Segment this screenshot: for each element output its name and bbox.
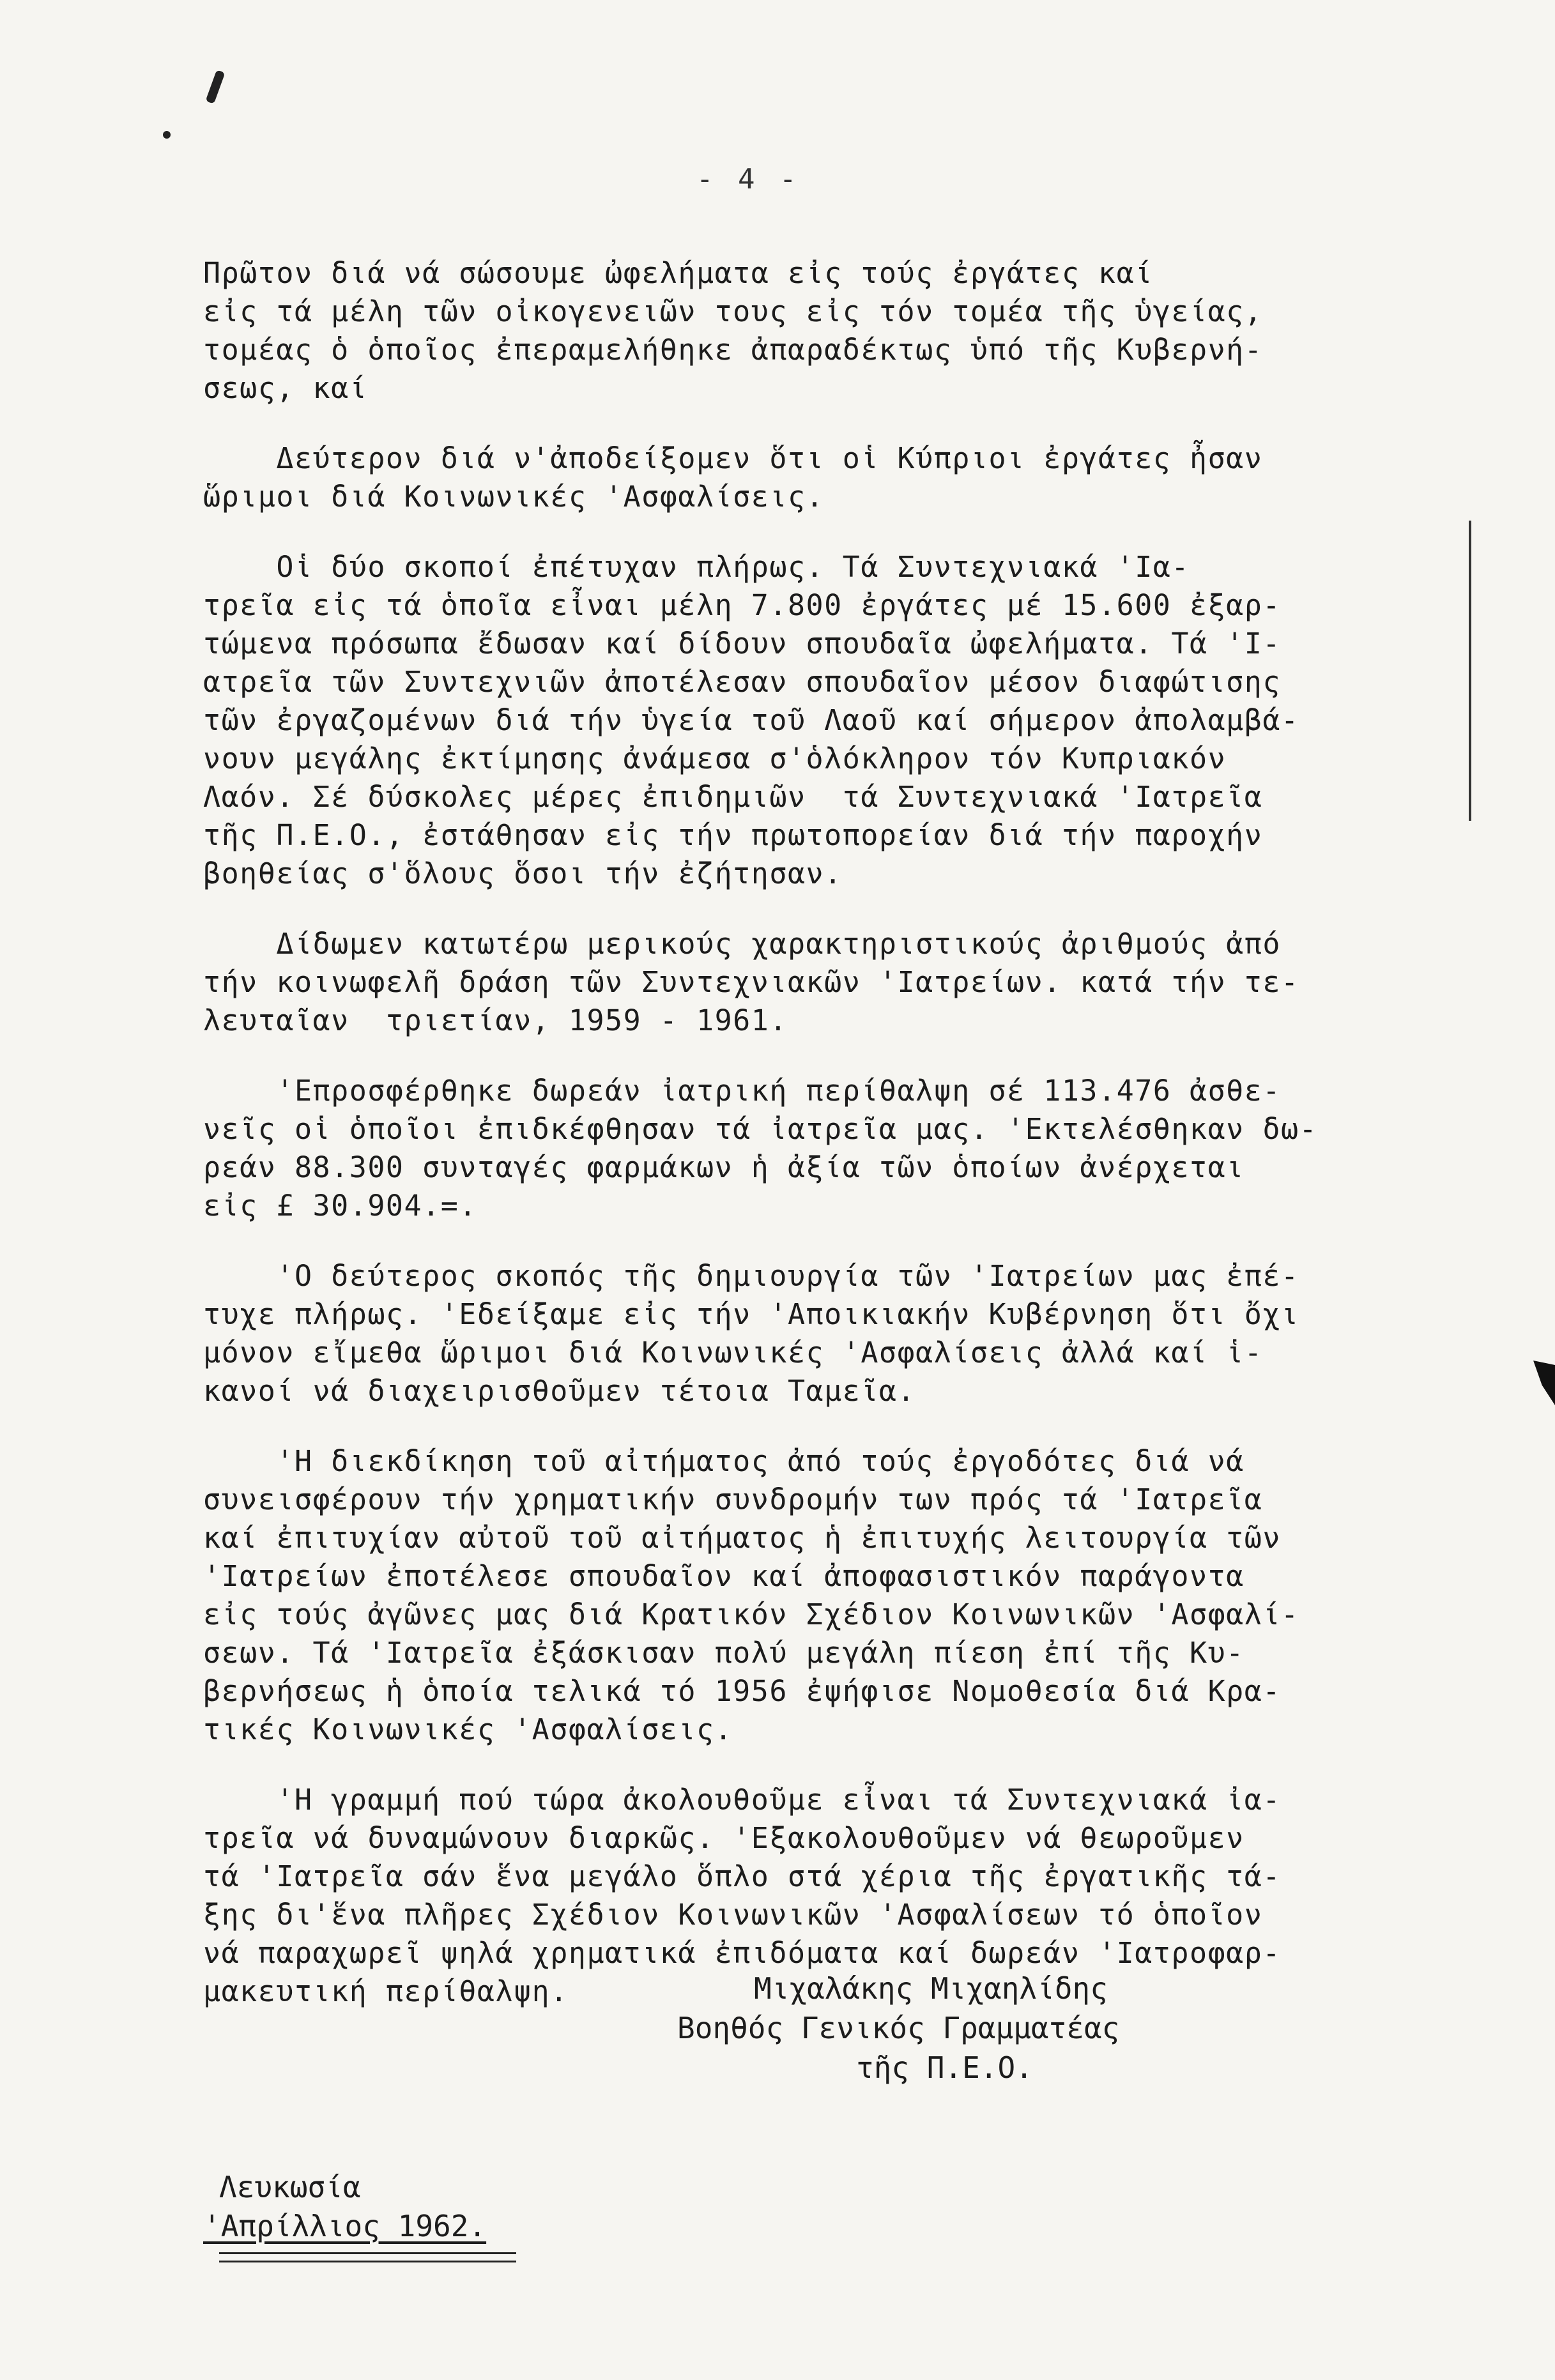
text-line: κανοί νά διαχειρισθοῦμεν τέτοια Ταμεῖα. [203,1374,916,1408]
text-line: τῶν ἐργαζομένων διά τήν ὑγεία τοῦ Λαοῦ καί σήμερον ἀπολαμβά- [203,703,1299,737]
text-line: 'Η διεκδίκηση τοῦ αἰτήματος ἀπό τούς ἐργοδότες διά νά [203,1444,1245,1478]
paragraph-gap [203,1040,1417,1072]
text-line: τρεῖα νά δυναμώνουν διαρκῶς. 'Εξακολουθοῦμεν νά θεωροῦμεν [203,1821,1245,1855]
text-line: τικές Κοινωνικές 'Ασφαλίσεις. [203,1713,733,1746]
paragraph-gap [203,1410,1417,1442]
text-line: ξης δι'ἕνα πλῆρες Σχέδιον Κοινωνικῶν 'Ασφαλίσεων τό ὁποῖον [203,1898,1263,1932]
text-line: 'Η γραμμή πού τώρα ἀκολουθοῦμε εἶναι τά Συντεχνιακά ἰα- [203,1783,1281,1817]
text-line: Δίδωμεν κατωτέρω μερικούς χαρακτηριστικούς ἀριθμούς ἀπό [203,927,1281,961]
text-line: βοηθείας σ'ὅλους ὅσοι τήν ἐζήτησαν. [203,857,843,890]
paragraph-gap [203,408,1417,439]
text-line: νουν μεγάλης ἐκτίμησης ἀνάμεσα σ'ὁλόκληρον τόν Κυπριακόν [203,742,1227,775]
paragraph [203,925,1417,1040]
page-edge-mark [1533,1361,1555,1405]
ink-dot [163,131,171,139]
page-number: - 4 - [696,163,800,195]
text-line: 'Επροσφέρθηκε δωρεάν ἰατρική περίθαλψη σέ 113.476 ἀσθε- [203,1074,1281,1108]
paragraph-gap [203,893,1417,925]
text-line: μόνον εἴμεθα ὥριμοι διά Κοινωνικές 'Ασφαλίσεις ἀλλά καί ἱ- [203,1336,1263,1369]
text-line: τῆς Π.Ε.Ο., ἐστάθησαν εἰς τήν πρωτοπορείαν διά τήν παροχήν [203,818,1263,852]
margin-bracket [1453,521,1471,821]
paragraph [203,439,1417,516]
text-line: τώμενα πρόσωπα ἔδωσαν καί δίδουν σπουδαῖα ὠφελήματα. Τά 'Ι- [203,627,1281,660]
text-line: τήν κοινωφελῆ δράση τῶν Συντεχνιακῶν 'Ιατρείων. κατά τήν τε- [203,965,1299,999]
text-line: τά 'Ιατρεῖα σάν ἕνα μεγάλο ὅπλο στά χέρια τῆς ἐργατικῆς τά- [203,1859,1281,1893]
text-line: σεως, καί [203,371,368,405]
ink-mark [206,70,226,104]
text-line: ατρεῖα τῶν Συντεχνιῶν ἀποτέλεσαν σπουδαῖον μέσον διαφώτισης [203,665,1281,699]
paragraph [203,1072,1417,1225]
text-line: μακευτική περίθαλψη. [203,1974,569,2008]
text-line: Δεύτερον διά ν'ἀποδείξομεν ὅτι οἱ Κύπριοι ἐργάτες ἦσαν [203,441,1263,475]
text-line: τυχε πλήρως. 'Εδείξαμε εἰς τήν 'Αποικιακήν Κυβέρνηση ὅτι ὄχι [203,1297,1299,1331]
text-line: τομέας ὁ ὁποῖος ἐπεραμελήθηκε ἀπαραδέκτως ὑπό τῆς Κυβερνή- [203,333,1263,367]
place: Λευκωσία [219,2170,361,2204]
paragraph-gap [203,516,1417,548]
text-line: ρεάν 88.300 συνταγές φαρμάκων ἡ ἀξία τῶν ὁποίων ἀνέρχεται [203,1150,1245,1184]
signatory-org: τῆς Π.Ε.Ο. [856,2050,1033,2085]
text-line: Οἱ δύο σκοποί ἐπέτυχαν πλήρως. Τά Συντεχνιακά 'Ια- [203,550,1190,584]
text-line: Πρῶτον διά νά σώσουμε ὠφελήματα εἰς τούς ἐργάτες καί [203,256,1153,290]
paragraph [203,254,1417,408]
text-line: λευταῖαν τριετίαν, 1959 - 1961. [203,1003,788,1037]
date: 'Απρίλλιος 1962. [203,2209,487,2243]
text-line: βερνήσεως ἡ ὁποία τελικά τό 1956 ἐψήφισε Νομοθεσία διά Κρα- [203,1674,1281,1708]
text-line: 'Ιατρείων ἐποτέλεσε σπουδαῖον καί ἀποφασιστικόν παράγοντα [203,1559,1245,1593]
text-line: τρεῖα εἰς τά ὁποῖα εἶναι μέλη 7.800 ἐργάτες μέ 15.600 ἐξαρ- [203,588,1281,622]
text-line: εἰς τά μέλη τῶν οἰκογενειῶν τους εἰς τόν τομέα τῆς ὑγείας, [203,294,1263,328]
text-line: καί ἐπιτυχίαν αὐτοῦ τοῦ αἰτήματος ἡ ἐπιτυχής λειτουργία τῶν [203,1521,1281,1555]
signature-block [677,1969,1119,2087]
paragraph [203,1257,1417,1410]
text-line: σεων. Τά 'Ιατρεῖα ἐξάσκισαν πολύ μεγάλη πίεση ἐπί τῆς Κυ- [203,1636,1245,1670]
text-line: νά παραχωρεῖ ψηλά χρηματικά ἐπιδόματα καί δωρεάν 'Ιατροφαρ- [203,1936,1281,1970]
text-line: νεῖς οἱ ὁποῖοι ἐπιδκέφθησαν τά ἰατρεῖα μας. 'Εκτελέσθηκαν δω- [203,1112,1318,1146]
text-line: συνεισφέρουν τήν χρηματικήν συνδρομήν των πρός τά 'Ιατρεῖα [203,1483,1263,1516]
text-line: εἰς £ 30.904.=. [203,1189,477,1223]
paragraph [203,548,1417,893]
text-line: 'Ο δεύτερος σκοπός τῆς δημιουργία τῶν 'Ιατρείων μας ἐπέ- [203,1259,1299,1293]
text-line: εἰς τούς ἀγῶνες μας διά Κρατικόν Σχέδιον Κοινωνικῶν 'Ασφαλί- [203,1598,1299,1631]
double-underline [219,2252,516,2262]
text-line: ὥριμοι διά Κοινωνικές 'Ασφαλίσεις. [203,480,825,514]
letter-body [203,254,1417,2011]
paragraph [203,1442,1417,1749]
signatory-title: Βοηθός Γενικός Γραμματέας [677,2011,1120,2045]
paragraph-gap [203,1225,1417,1257]
signatory-name: Μιχαλάκης Μιχαηλίδης [754,1971,1108,2006]
text-line: Λαόν. Σέ δύσκολες μέρες ἐπιδημιῶν τά Συντεχνιακά 'Ιατρεῖα [203,780,1263,814]
paragraph-gap [203,1749,1417,1781]
